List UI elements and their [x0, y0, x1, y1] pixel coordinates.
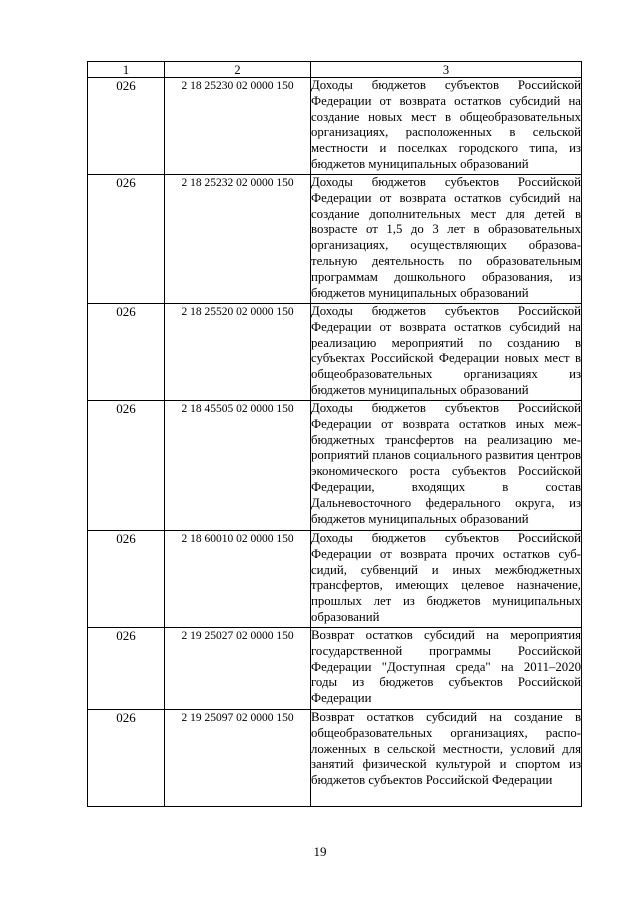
description-cell: Возврат остатков субсидий на создание в общеобразовательных организациях, расположенных в сельской местности, условий для занятий физической культурой и спортом из бюджетов субъектов Российской Федерации — [311, 710, 582, 807]
description-cell: Доходы бюджетов субъектов Российской Федерации от возврата остатков субсидий на реализацию мероприятий по созданию в субъектах Российской Федерации новых мест в общеобразовательных организациях из бюджетов муниципальных образований — [311, 304, 582, 401]
table-row — [88, 401, 582, 531]
description-cell: Доходы бюджетов субъектов Российской Федерации от возврата остатков иных межбюджетных трансфертов на реализацию мероприятий планов социального развития центров экономического роста субъектов Российской Федерации, входящих в состав Дальневосточного федерального округа, из бюджетов муниципальных образований — [311, 401, 582, 531]
admin-code-cell: 026 — [88, 401, 165, 531]
revenue-codes-table — [87, 61, 582, 807]
admin-code-cell: 026 — [88, 78, 165, 175]
table-row — [88, 175, 582, 304]
column-header-2: 2 — [165, 62, 311, 78]
kbk-code-cell: 2 18 60010 02 0000 150 — [165, 531, 311, 628]
description-cell: Доходы бюджетов субъектов Российской Федерации от возврата остатков субсидий на создание дополнительных мест для детей в возрасте от 1,5 до 3 лет в образовательных организациях, осуществляющих образовательную деятельность по образовательным программам дошкольного образования, из бюджетов муниципальных образований — [311, 175, 582, 304]
table-row — [88, 710, 582, 807]
table-row — [88, 304, 582, 401]
admin-code-cell: 026 — [88, 175, 165, 304]
description-cell: Возврат остатков субсидий на мероприятия государственной программы Российской Федерации "Доступная среда" на 2011–2020 годы из бюджетов субъектов Российской Федерации — [311, 628, 582, 710]
admin-code-cell: 026 — [88, 304, 165, 401]
table-row — [88, 531, 582, 628]
admin-code-cell: 026 — [88, 531, 165, 628]
table-row — [88, 78, 582, 175]
kbk-code-cell: 2 19 25097 02 0000 150 — [165, 710, 311, 807]
kbk-code-cell: 2 18 25230 02 0000 150 — [165, 78, 311, 175]
admin-code-cell: 026 — [88, 628, 165, 710]
column-header-1: 1 — [88, 62, 165, 78]
kbk-code-cell: 2 18 25520 02 0000 150 — [165, 304, 311, 401]
description-cell: Доходы бюджетов субъектов Российской Федерации от возврата прочих остатков субсидий, субвенций и иных межбюджетных трансфертов, имеющих целевое назначение, прошлых лет из бюджетов муниципальных образований — [311, 531, 582, 628]
table-row — [88, 628, 582, 710]
column-header-3: 3 — [311, 62, 582, 78]
kbk-code-cell: 2 18 45505 02 0000 150 — [165, 401, 311, 531]
admin-code-cell: 026 — [88, 710, 165, 807]
table-header-row — [88, 62, 582, 78]
page-number: 19 — [313, 844, 327, 859]
kbk-code-cell: 2 19 25027 02 0000 150 — [165, 628, 311, 710]
kbk-code-cell: 2 18 25232 02 0000 150 — [165, 175, 311, 304]
description-cell: Доходы бюджетов субъектов Российской Федерации от возврата остатков субсидий на создание новых мест в общеобразовательных организациях, расположенных в сельской местности и поселках городского типа, из бюджетов муниципальных образований — [311, 78, 582, 175]
